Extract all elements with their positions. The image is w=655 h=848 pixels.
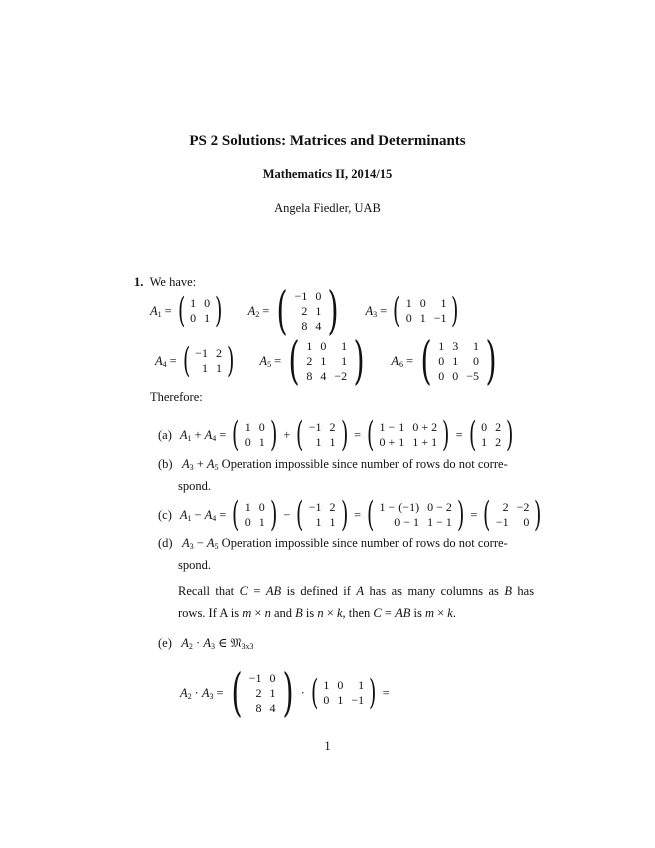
matrix-row-2: $A_4$ = ( −1 2 1 1 ) $A_5$ = ( 1 0 1 2 1 1 8 4 −2 ) $A_6$ = ( 1 3 1 0 1 0 0 0 −5 ) [155, 336, 504, 386]
matrix-cell: 0 [452, 368, 459, 383]
left-paren: ( [367, 415, 375, 455]
part-b-cont: spond. [178, 479, 211, 493]
matrix-a-sum [364, 415, 453, 455]
right-paren: ) [451, 291, 459, 331]
matrix-cell: 2 [301, 303, 308, 318]
matrix-cell: −1 [308, 500, 322, 514]
matrix-cell: 1 [481, 435, 488, 449]
matrix-cell: 1 [405, 296, 412, 310]
matrix-cell: 1 [440, 296, 447, 310]
left-paren: ( [483, 495, 491, 535]
matrix-cell: −1 [433, 311, 447, 325]
matrix-cell: 1 [329, 435, 336, 449]
right-paren: ) [269, 415, 278, 455]
matrix-cell: 0 [258, 500, 265, 514]
left-paren: ( [296, 495, 304, 535]
matrix-cell: 1 [438, 338, 445, 353]
matrix-A1 [175, 291, 226, 331]
matrix-c-diff [364, 495, 467, 535]
matrix-cell: 4 [320, 368, 327, 383]
matrix-cell: 1 [244, 500, 251, 514]
matrix-cell: 1 [337, 693, 344, 707]
matrix-cell: 8 [306, 368, 313, 383]
matrix-cell: 2 [495, 435, 502, 449]
matrix-cell: 0 + 2 [412, 420, 438, 434]
matrix-cell: 0 − 2 [427, 500, 452, 514]
matrix-cell: 1 [244, 420, 251, 434]
right-paren: ) [340, 495, 348, 535]
matrix-cell: 1 [258, 515, 265, 529]
matrix-c-A1 [229, 495, 280, 535]
matrix-cell: 1 [473, 338, 479, 353]
matrix-cell: 1 [315, 515, 322, 529]
matrix-cell: −1 [308, 420, 322, 434]
left-paren: ( [296, 415, 304, 455]
matrix-cell: 0 [481, 420, 488, 434]
matrix-cell: 0 [244, 515, 251, 529]
left-paren: ( [231, 662, 243, 723]
matrix-cell: −1 [351, 693, 365, 707]
matrix-cell: 1 [190, 296, 197, 310]
part-b: (b) $A_3 + A_5$ Operation impossible since number of rows do not corre- [158, 457, 508, 472]
matrix-cell: −2 [516, 500, 530, 514]
matrix-cell: 0 [438, 353, 445, 368]
matrix-cell: 1 [204, 311, 211, 325]
part-a: (a) $A_1$ + $A_4$ = ( 1 0 0 1 ) + ( −1 2 1 1 ) = ( 1 − 1 0 + 2 0 + 1 1 + 1 ) = ( 0 2 1 2 ) [158, 418, 520, 452]
left-paren: ( [420, 330, 432, 391]
matrix-cell: 0 [190, 311, 197, 325]
right-paren: ) [442, 415, 450, 455]
right-paren: ) [369, 673, 377, 713]
left-paren: ( [310, 673, 319, 713]
part-d-cont: spond. [178, 558, 211, 572]
matrix-cell: 0 [337, 678, 344, 692]
right-paren: ) [506, 415, 514, 455]
matrix-cell: 0 [315, 288, 322, 303]
left-paren: ( [182, 341, 191, 381]
matrix-A4 [180, 341, 238, 381]
matrix-cell: 2 [329, 500, 336, 514]
matrix-cell: 0 − 1 [394, 515, 420, 529]
matrix-a-A4 [293, 415, 351, 455]
right-paren: ) [485, 330, 497, 391]
matrix-cell: 1 − (−1) [379, 500, 420, 514]
right-paren: ) [226, 341, 235, 381]
right-paren: ) [456, 495, 465, 535]
part-d: (d) $A_3 - A_5$ Operation impossible since number of rows do not corre- [158, 536, 508, 551]
matrix-cell: 0 [523, 515, 530, 529]
matrix-cell: 1 [215, 361, 222, 375]
matrix-cell: 8 [301, 318, 308, 333]
matrix-cell: 0 [269, 670, 276, 685]
matrix-c-A4 [293, 495, 351, 535]
matrix-cell: 0 [405, 311, 412, 325]
part-e: (e) $A_2 \cdot A_3$ ∈ 𝔐$_{3x3}$ [158, 636, 254, 651]
matrix-cell: 1 [306, 338, 313, 353]
matrix-cell: −1 [195, 346, 208, 360]
page-number: 1 [324, 739, 331, 753]
matrix-cell: 1 [320, 353, 327, 368]
matrix-cell: 0 [438, 368, 445, 383]
matrix-cell: 0 [204, 296, 211, 310]
right-paren: ) [353, 330, 365, 391]
course-subtitle: Mathematics II, 2014/15 [262, 167, 393, 181]
matrix-cell: 1 − 1 [379, 420, 405, 434]
left-paren: ( [276, 280, 289, 341]
right-paren: ) [534, 495, 542, 535]
matrix-A5 [284, 330, 369, 391]
matrix-cell: 3 [452, 338, 459, 353]
matrix-cell: 1 [329, 515, 336, 529]
left-paren: ( [232, 495, 240, 535]
matrix-A3 [390, 291, 462, 331]
right-paren: ) [327, 280, 339, 341]
matrix-cell: −1 [495, 515, 509, 529]
matrix-cell: 1 [323, 678, 330, 692]
left-paren: ( [288, 330, 300, 391]
matrix-e-A3 [308, 673, 380, 713]
part-c: (c) $A_1$ − $A_4$ = ( 1 0 0 1 ) − ( −1 2 1 1 ) = ( 1 − (−1) 0 − 2 0 − 1 1 − 1 ) = ( 2 −2 −1 0 ) [158, 498, 548, 532]
matrix-a-result [466, 415, 517, 455]
matrix-cell: 0 [473, 353, 479, 368]
matrix-cell: 2 [255, 685, 262, 700]
matrix-cell: 0 [244, 435, 251, 449]
matrix-cell: 1 [315, 303, 322, 318]
matrix-c-result [480, 495, 545, 535]
matrix-cell: 1 [358, 678, 365, 692]
matrix-cell: 1 [258, 435, 265, 449]
matrix-cell: 4 [269, 700, 276, 715]
matrix-cell: 2 [495, 420, 502, 434]
matrix-A6 [416, 330, 501, 391]
matrix-cell: 0 + 1 [379, 435, 405, 449]
matrix-cell: 2 [306, 353, 313, 368]
matrix-cell: 1 [201, 361, 208, 375]
right-paren: ) [269, 495, 278, 535]
matrix-cell: 1 + 1 [412, 435, 438, 449]
matrix-cell: 1 [341, 338, 348, 353]
matrix-cell: −2 [334, 368, 348, 383]
matrix-cell: 1 [419, 311, 426, 325]
left-paren: ( [177, 291, 186, 331]
matrix-cell: 0 [419, 296, 426, 310]
matrix-e-A2 [227, 662, 298, 723]
matrix-cell: 2 [215, 346, 222, 360]
matrix-cell: 4 [315, 318, 322, 333]
matrix-cell: 1 [269, 685, 276, 700]
right-paren: ) [282, 662, 294, 723]
matrix-cell: 1 [341, 353, 348, 368]
matrix-a-A1 [229, 415, 280, 455]
left-paren: ( [232, 415, 240, 455]
part-e-product: $A_2$ · $A_3$ = ( −1 0 2 1 8 4 ) · ( 1 0 1 0 1 −1 ) = [180, 662, 390, 723]
page-title: PS 2 Solutions: Matrices and Determinants [189, 133, 466, 149]
matrix-cell: 2 [329, 420, 336, 434]
matrix-cell: −1 [294, 288, 308, 303]
matrix-cell: 8 [255, 700, 262, 715]
right-paren: ) [215, 291, 223, 331]
left-paren: ( [468, 415, 477, 455]
recall-line-2: rows. If A is m × n and B is n × k, then C = AB is m × k. [178, 606, 456, 620]
left-paren: ( [393, 291, 401, 331]
therefore-text: Therefore: [150, 390, 203, 404]
matrix-cell: 2 [502, 500, 509, 514]
matrix-row-1: $A_1$ = ( 1 0 0 1 ) $A_2$ = ( −1 0 2 1 8 4 ) $A_3$ = ( 1 0 1 0 1 −1 ) [150, 286, 465, 336]
matrix-cell: 1 − 1 [427, 515, 452, 529]
recall-line-1: Recall that C = AB is defined if A has as many columns as B has [178, 584, 535, 598]
matrix-cell: 0 [320, 338, 327, 353]
matrix-cell: 1 [452, 353, 459, 368]
matrix-cell: −1 [248, 670, 262, 685]
matrix-cell: 0 [258, 420, 265, 434]
right-paren: ) [340, 415, 348, 455]
matrix-A2 [272, 280, 343, 341]
author-line: Angela Fiedler, UAB [274, 201, 381, 215]
matrix-cell: −5 [466, 368, 479, 383]
matrix-cell: 1 [315, 435, 322, 449]
problem-heading: 1. We have: [134, 275, 197, 289]
matrix-cell: 0 [323, 693, 330, 707]
left-paren: ( [367, 495, 375, 535]
